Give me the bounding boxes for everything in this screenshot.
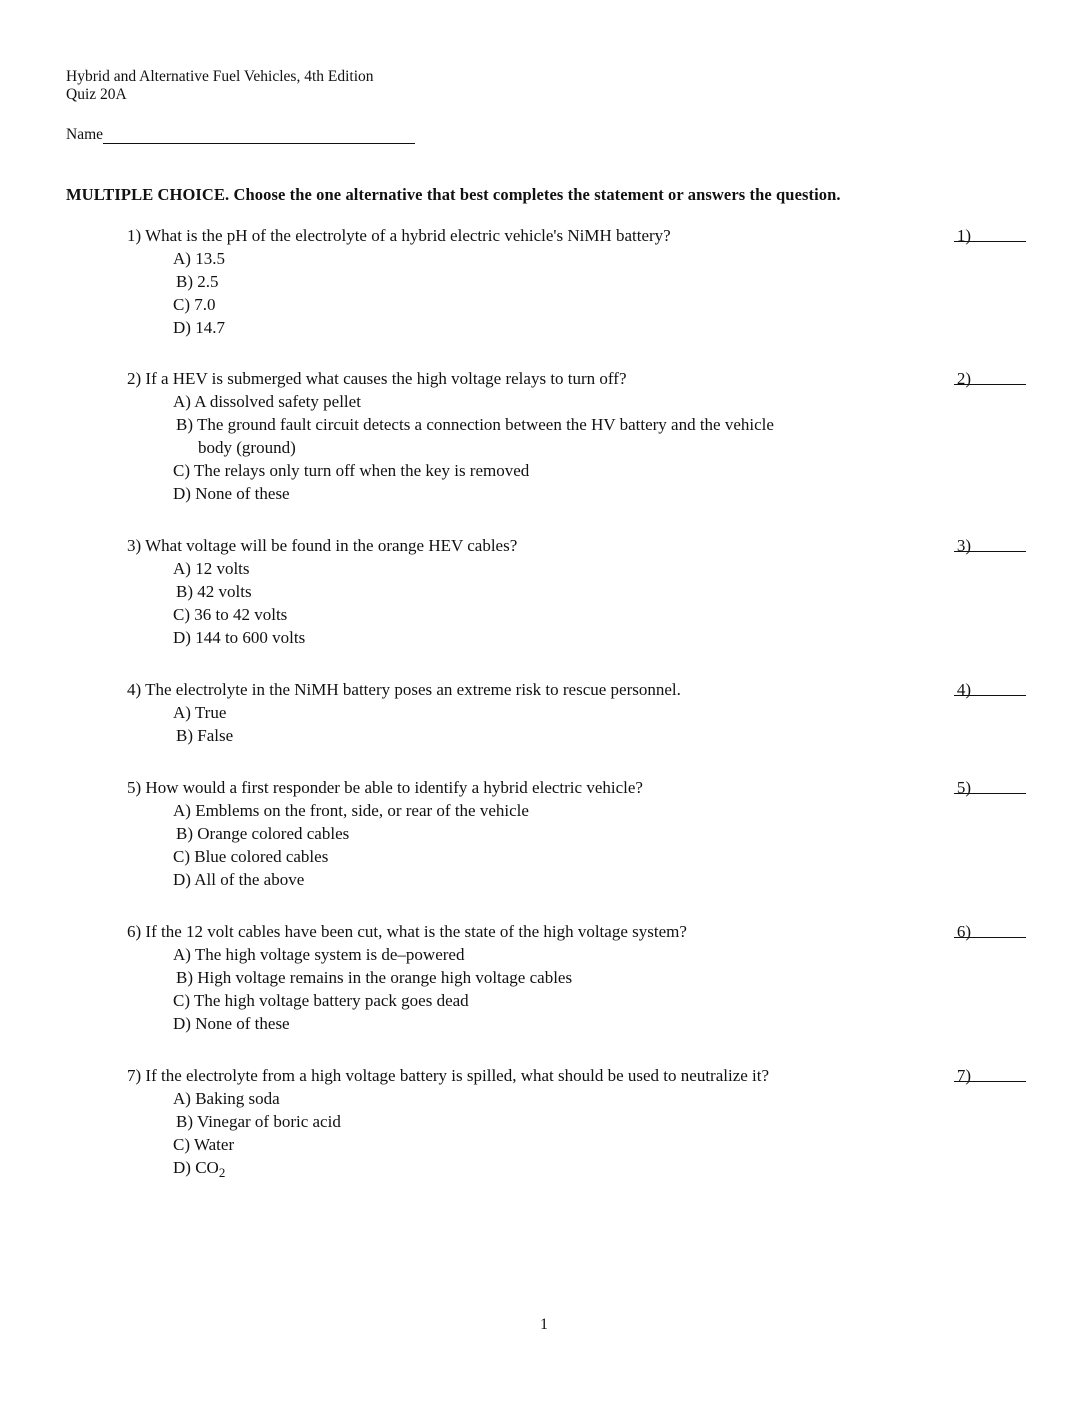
answer-blank[interactable] [954, 1081, 1026, 1082]
question-5 [127, 776, 1037, 891]
name-blank-line[interactable] [103, 127, 415, 144]
choice-b-continuation-text: body (ground) [198, 438, 296, 457]
choice-c: C) The high voltage battery pack goes dead [173, 991, 469, 1010]
question-stem: 4) The electrolyte in the NiMH battery poses an extreme risk to rescue personnel. [127, 680, 681, 699]
question-4 [127, 678, 1037, 747]
choice-b: B) Orange colored cables [176, 824, 350, 843]
answer-number: 4) [956, 680, 971, 699]
choice-a: A) True [173, 703, 227, 722]
choice-d-text: D) CO [173, 1158, 219, 1177]
answer-number: 5) [956, 778, 971, 797]
question-stem: 5) How would a first responder be able to identify a hybrid electric vehicle? [127, 778, 643, 797]
page-number: 1 [540, 1316, 548, 1333]
choice-c: C) Blue colored cables [173, 847, 329, 866]
choice-d: D) None of these [173, 484, 290, 503]
book-title: Hybrid and Alternative Fuel Vehicles, 4th Edition [66, 68, 374, 85]
answer-number: 3) [956, 536, 971, 555]
question-stem: 3) What voltage will be found in the orange HEV cables? [127, 536, 518, 555]
answer-number: 2) [956, 369, 971, 388]
question-stem: 2) If a HEV is submerged what causes the high voltage relays to turn off? [127, 369, 627, 388]
answer-number: 6) [956, 922, 971, 941]
choice-b: B) Vinegar of boric acid [176, 1112, 341, 1131]
section-instructions: MULTIPLE CHOICE. Choose the one alternative that best completes the statement or answers the question. [66, 185, 841, 204]
choice-c: C) The relays only turn off when the key is removed [173, 461, 530, 480]
choice-a: A) A dissolved safety pellet [173, 392, 361, 411]
choice-b: B) The ground fault circuit detects a connection between the HV battery and the vehicle [176, 415, 774, 434]
question-7 [127, 1064, 1037, 1179]
choice-d [127, 1156, 1037, 1179]
choice-a: A) Baking soda [173, 1089, 280, 1108]
choice-b: B) 2.5 [176, 272, 219, 291]
choice-c: C) 36 to 42 volts [173, 605, 288, 624]
choice-a: A) 12 volts [173, 559, 250, 578]
quiz-title: Quiz 20A [66, 86, 127, 103]
name-field [66, 126, 415, 144]
choice-d: D) 144 to 600 volts [173, 628, 306, 647]
choice-a: A) The high voltage system is de–powered [173, 945, 465, 964]
choice-b: B) False [176, 726, 234, 745]
choice-c: C) Water [173, 1135, 235, 1154]
answer-blank[interactable] [954, 384, 1026, 385]
question-stem: 6) If the 12 volt cables have been cut, what is the state of the high voltage system? [127, 922, 687, 941]
choice-b: B) High voltage remains in the orange high voltage cables [176, 968, 573, 987]
choice-a: A) Emblems on the front, side, or rear of the vehicle [173, 801, 529, 820]
question-3 [127, 534, 1037, 649]
answer-blank[interactable] [954, 241, 1026, 242]
choice-c: C) 7.0 [173, 295, 216, 314]
choice-d: D) 14.7 [173, 318, 225, 337]
choice-b-continuation [127, 436, 1037, 459]
answer-number: 7) [956, 1066, 971, 1085]
answer-blank[interactable] [954, 695, 1026, 696]
choice-b: B) 42 volts [176, 582, 252, 601]
choice-d: D) None of these [173, 1014, 290, 1033]
answer-blank[interactable] [954, 793, 1026, 794]
answer-blank[interactable] [954, 937, 1026, 938]
choice-a: A) 13.5 [173, 249, 225, 268]
question-stem: 1) What is the pH of the electrolyte of a hybrid electric vehicle's NiMH battery? [127, 226, 671, 245]
question-1 [127, 224, 1037, 339]
name-label: Name [66, 126, 104, 143]
answer-number: 1) [956, 226, 971, 245]
question-stem: 7) If the electrolyte from a high voltage battery is spilled, what should be used to neutralize it? [127, 1066, 770, 1085]
question-6 [127, 920, 1037, 1035]
answer-blank[interactable] [954, 551, 1026, 552]
choice-d: D) All of the above [173, 870, 305, 889]
question-2 [127, 367, 1037, 505]
choice-d-subscript: 2 [218, 1165, 226, 1180]
